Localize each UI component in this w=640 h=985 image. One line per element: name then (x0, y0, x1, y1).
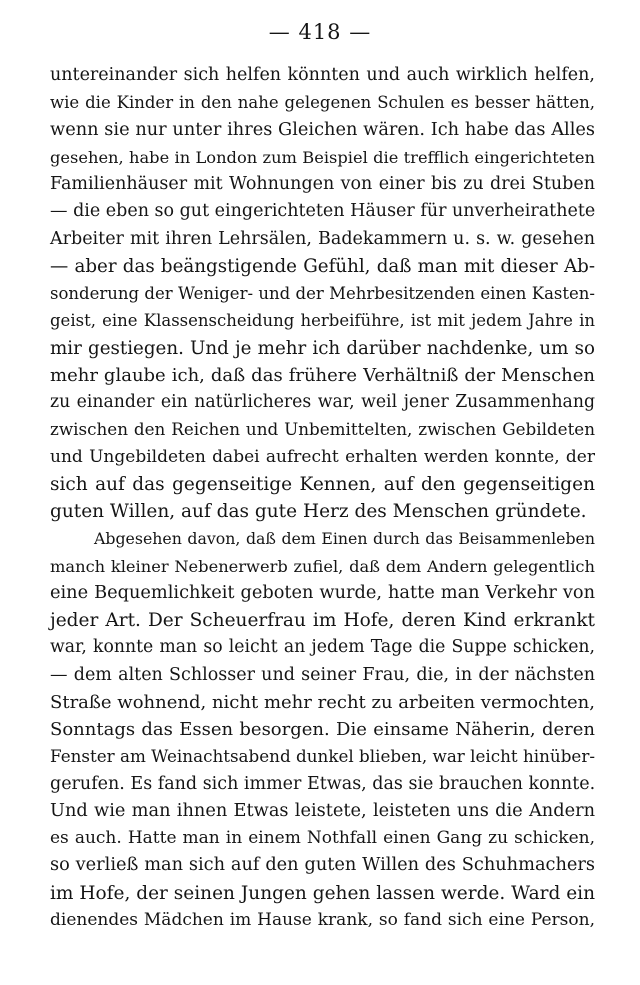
text-line: sich auf das gegenseitige Kennen, auf den gegenseitigen (50, 473, 595, 495)
text-line: wenn sie nur unter ihres Gleichen wären. Ich habe das Alles (50, 119, 595, 140)
text-line: wie die Kinder in den nahe gelegenen Schulen es besser hätten, (50, 93, 595, 113)
text-line: zwischen den Reichen und Unbemittelten, zwischen Gebildeten (50, 419, 595, 440)
text-line: guten Willen, auf das gute Herz des Menschen gründete. (50, 501, 587, 522)
paragraph-2 (50, 525, 595, 934)
text-line: und Ungebildeten dabei aufrecht erhalten werden konnte, der (50, 446, 595, 467)
page-number: — 418 — (268, 20, 372, 44)
text-line: eine Bequemlichkeit geboten wurde, hatte man Verkehr von (50, 582, 595, 603)
text-line: mehr glaube ich, daß das frühere Verhältniß der Menschen (50, 364, 595, 386)
text-line: jeder Art. Der Scheuerfrau im Hofe, deren Kind erkrankt (50, 610, 595, 631)
text-line: Familienhäuser mit Wohnungen von einer bis zu drei Stuben (50, 174, 595, 194)
text-line: Arbeiter mit ihren Lehrsälen, Badekammern u. s. w. gesehen (50, 228, 595, 249)
text-line: untereinander sich helfen könnten und auch wirklich helfen, (50, 65, 595, 85)
text-line: gesehen, habe in London zum Beispiel die trefflich eingerichteten (50, 147, 595, 167)
text-line: Straße wohnend, nicht mehr recht zu arbeiten vermochten, (50, 691, 595, 713)
text-line: im Hofe, der seinen Jungen gehen lassen werde. Ward ein (50, 882, 595, 904)
text-line: — dem alten Schlosser und seiner Frau, die, in der nächsten (50, 664, 595, 685)
text-line: manch kleiner Nebenerwerb zufiel, daß dem Andern gelegentlich (50, 556, 595, 576)
text-line: Sonntags das Essen besorgen. Die einsame Näherin, deren (50, 719, 595, 740)
text-line: es auch. Hatte man in einem Nothfall einen Gang zu schicken, (50, 828, 595, 848)
text-line: Abgesehen davon, daß dem Einen durch das Beisammenleben (94, 529, 595, 549)
text-line: — die eben so gut eingerichteten Häuser für unverheirathete (50, 201, 596, 222)
text-line: Fenster am Weinachtsabend dunkel blieben, war leicht hinüber- (50, 746, 596, 767)
text-line: geist, eine Klassenscheidung herbeiführe, ist mit jedem Jahre in (50, 311, 595, 331)
body-text (50, 62, 595, 934)
paragraph-1 (50, 62, 595, 525)
text-line: mir gestiegen. Und je mehr ich darüber nachdenke, um so (50, 337, 595, 359)
text-line: so verließ man sich auf den guten Willen des Schuhmachers (50, 855, 595, 876)
text-line: zu einander ein natürlicheres war, weil jener Zusammenhang (50, 392, 595, 412)
text-line: sonderung der Weniger- und der Mehrbesitzenden einen Kasten- (50, 284, 595, 303)
text-line: gerufen. Es fand sich immer Etwas, das sie brauchen konnte. (50, 773, 596, 794)
text-line: — aber das beängstigende Gefühl, daß man mit dieser Ab- (50, 255, 595, 277)
text-line: Und wie man ihnen Etwas leistete, leisteten uns die Andern (50, 800, 595, 821)
text-line: dienendes Mädchen im Hause krank, so fand sich eine Person, (50, 909, 595, 930)
text-line: war, konnte man so leicht an jedem Tage die Suppe schicken, (50, 637, 595, 658)
